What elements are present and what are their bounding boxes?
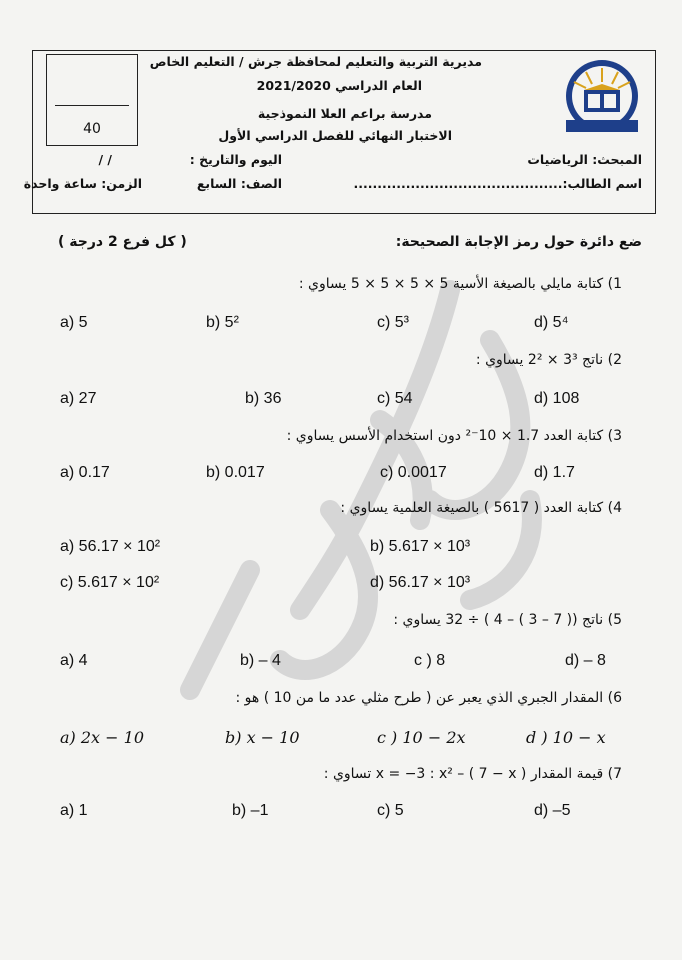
q4-option-d[interactable]: d) 56.17 × 10³ [370, 574, 471, 591]
q7-option-d[interactable]: d) –5 [534, 802, 571, 819]
question-6: 6) المقدار الجبري الذي يعبر عن ( طرح مثلي عدد ما من 10 ) هو : [235, 690, 622, 706]
exam-title: الاختبار النهائي للفصل الدراسي الأول [218, 128, 452, 143]
subject-label: المبحث: الرياضيات [527, 152, 642, 167]
q2-option-b[interactable]: b) 36 [245, 390, 282, 407]
q5-option-b[interactable]: b) – 4 [240, 652, 281, 669]
instruction-text: ضع دائرة حول رمز الإجابة الصحيحة: [395, 234, 642, 250]
school-logo [560, 58, 644, 138]
q2-option-c[interactable]: c) 54 [377, 390, 413, 407]
grade-label: الصف: السابع [196, 176, 282, 191]
q4-option-c[interactable]: c) 5.617 × 10² [60, 574, 160, 591]
q3-option-d[interactable]: d) 1.7 [534, 464, 575, 481]
q5-option-d[interactable]: d) – 8 [565, 652, 606, 669]
academic-year: العام الدراسي 2021/2020 [256, 78, 422, 93]
q2-option-a[interactable]: a) 27 [60, 390, 97, 407]
score-total: 40 [83, 121, 101, 137]
q4-option-a[interactable]: a) 56.17 × 10² [60, 538, 161, 555]
q6-option-b[interactable]: b) x − 10 [225, 728, 300, 747]
day-date-label: اليوم والتاريخ : [189, 152, 282, 167]
q5-option-c[interactable]: c ) 8 [414, 652, 446, 669]
q5-option-a[interactable]: a) 4 [60, 652, 88, 669]
marks-note: ( كل فرع 2 درجة ) [58, 234, 187, 250]
q3-option-a[interactable]: a) 0.17 [60, 464, 110, 481]
q1-option-d[interactable]: d) 5⁴ [534, 314, 569, 331]
q2-option-d[interactable]: d) 108 [534, 390, 580, 407]
q3-option-b[interactable]: b) 0.017 [206, 464, 265, 481]
q7-option-a[interactable]: a) 1 [60, 802, 88, 819]
directorate-title: مديرية التربية والتعليم لمحافظة جرش / التعليم الخاص [149, 54, 482, 69]
question-4: 4) كتابة العدد ( 5617 ) بالصيغة العلمية يساوي : [340, 500, 622, 516]
question-1: 1) كتابة مايلي بالصيغة الأسية 5 × 5 × 5 × 5 يساوي : [298, 276, 622, 292]
question-5: 5) ناتج (( 7 – 3 ) – 4 ) ÷ 32 يساوي : [393, 612, 622, 628]
score-box [46, 54, 138, 146]
q6-option-a[interactable]: a) 2x − 10 [60, 728, 145, 747]
q3-option-c[interactable]: c) 0.0017 [380, 464, 447, 481]
q1-option-c[interactable]: c) 5³ [377, 314, 409, 331]
q7-option-c[interactable]: c) 5 [377, 802, 404, 819]
student-name-field: اسم الطالب:............................................ [353, 176, 642, 191]
score-line [55, 105, 129, 106]
q1-option-b[interactable]: b) 5² [206, 314, 239, 331]
question-7: 7) قيمة المقدار x = −3 : x² – ( 7 − x ) تساوي : [323, 766, 622, 782]
q6-option-c[interactable]: c ) 10 − 2x [377, 728, 466, 747]
school-name: مدرسة براعم العلا النموذجية [257, 106, 432, 121]
q6-option-d[interactable]: d ) 10 − x [526, 728, 606, 747]
q7-option-b[interactable]: b) –1 [232, 802, 269, 819]
q4-option-b[interactable]: b) 5.617 × 10³ [370, 538, 471, 555]
q1-option-a[interactable]: a) 5 [60, 314, 88, 331]
time-label: الزمن: ساعة واحدة [23, 176, 142, 191]
signature-watermark [130, 250, 590, 730]
date-field: / / [98, 152, 112, 167]
question-3: 3) كتابة العدد 1.7 × 10⁻² دون استخدام الأسس يساوي : [286, 428, 622, 444]
question-2: 2) ناتج 3³ × 2² يساوي : [475, 352, 622, 368]
